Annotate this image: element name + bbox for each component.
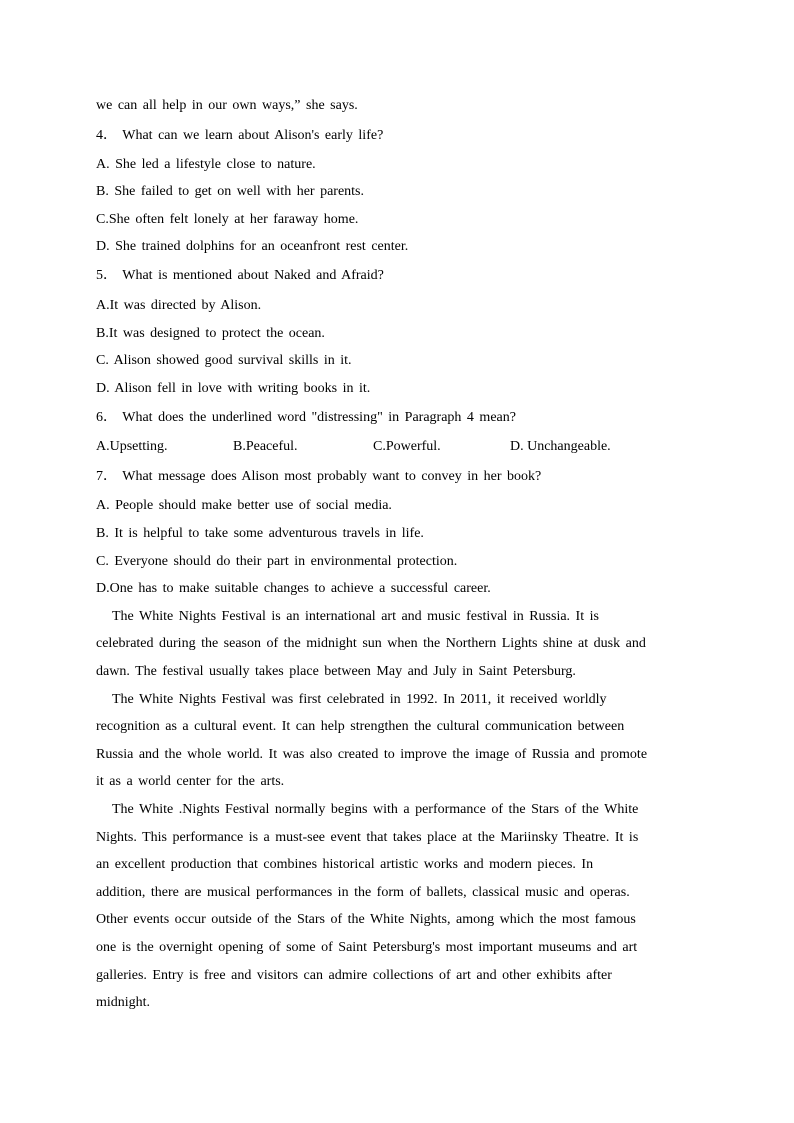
- q5-option-b: B.It was designed to protect the ocean.: [96, 326, 325, 341]
- q6-option-d: D. Unchangeable.: [510, 439, 611, 454]
- q4-option-d: D. She trained dolphins for an oceanfront rest center.: [96, 239, 409, 254]
- passage-p3-line5: Other events occur outside of the Stars of the White Nights, among which the most famous: [96, 912, 636, 927]
- q6-option-a: A.Upsetting.: [96, 439, 168, 454]
- q7-option-c: C. Everyone should do their part in environmental protection.: [96, 554, 458, 569]
- text-line-quote-end: we can all help in our own ways,” she says.: [96, 98, 358, 113]
- q6-option-b: B.Peaceful.: [233, 439, 298, 454]
- passage-p1-line1: The White Nights Festival is an international art and music festival in Russia. It is: [112, 609, 599, 624]
- passage-p2-line2: recognition as a cultural event. It can help strengthen the cultural communication between: [96, 719, 625, 734]
- passage-p3-line6: one is the overnight opening of some of Saint Petersburg's most important museums and art: [96, 940, 638, 955]
- passage-p3-line3: an excellent production that combines historical artistic works and modern pieces. In: [96, 857, 594, 872]
- passage-p1-line2: celebrated during the season of the midnight sun when the Northern Lights shine at dusk and: [96, 636, 646, 651]
- q7-option-d: D.One has to make suitable changes to achieve a successful career.: [96, 581, 491, 596]
- q7-option-b: B. It is helpful to take some adventurous travels in life.: [96, 526, 424, 541]
- q4-option-b: B. She failed to get on well with her parents.: [96, 184, 364, 199]
- q6-option-c: C.Powerful.: [373, 439, 441, 454]
- passage-p2-line4: it as a world center for the arts.: [96, 774, 285, 789]
- q4-option-a: A. She led a lifestyle close to nature.: [96, 157, 316, 172]
- passage-p3-line2: Nights. This performance is a must-see event that takes place at the Mariinsky Theatre. It is: [96, 830, 639, 845]
- passage-p3-line7: galleries. Entry is free and visitors can admire collections of art and other exhibits after: [96, 968, 612, 983]
- q6-options: [96, 438, 696, 458]
- question-5: 5． What is mentioned about Naked and Afraid?: [96, 268, 384, 283]
- q5-option-d: D. Alison fell in love with writing books in it.: [96, 381, 371, 396]
- q7-option-a: A. People should make better use of social media.: [96, 498, 392, 513]
- passage-p2-line3: Russia and the whole world. It was also created to improve the image of Russia and promote: [96, 747, 648, 762]
- q4-option-c: C.She often felt lonely at her faraway home.: [96, 212, 359, 227]
- q5-option-a: A.It was directed by Alison.: [96, 298, 262, 313]
- question-4: 4． What can we learn about Alison's early life?: [96, 128, 384, 143]
- passage-p3-line4: addition, there are musical performances in the form of ballets, classical music and operas.: [96, 885, 630, 900]
- question-7: 7． What message does Alison most probably want to convey in her book?: [96, 469, 542, 484]
- passage-p1-line3: dawn. The festival usually takes place between May and July in Saint Petersburg.: [96, 664, 576, 679]
- q5-option-c: C. Alison showed good survival skills in it.: [96, 353, 352, 368]
- passage-p3-line8: midnight.: [96, 995, 151, 1010]
- passage-p2-line1: The White Nights Festival was first celebrated in 1992. In 2011, it received worldly: [112, 692, 607, 707]
- question-6: 6． What does the underlined word "distressing" in Paragraph 4 mean?: [96, 410, 516, 425]
- passage-p3-line1: The White .Nights Festival normally begins with a performance of the Stars of the White: [112, 802, 639, 817]
